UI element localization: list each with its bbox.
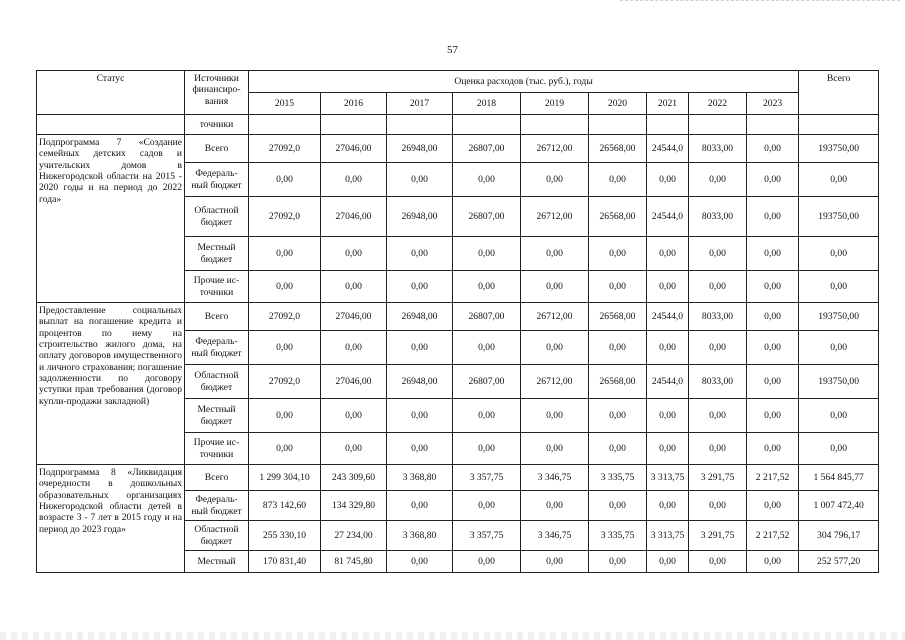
value-cell: 0,00 <box>589 237 647 271</box>
value-cell: 0,00 <box>453 163 521 197</box>
value-cell: 3 291,75 <box>689 465 747 491</box>
value-cell: 27046,00 <box>321 135 387 163</box>
value-cell: 0,00 <box>453 271 521 303</box>
total-cell: 1 007 472,40 <box>799 491 879 521</box>
page-number: 57 <box>447 44 458 56</box>
value-cell: 8033,00 <box>689 197 747 237</box>
value-cell: 0,00 <box>589 433 647 465</box>
year-header: 2019 <box>521 93 589 115</box>
year-header: 2018 <box>453 93 521 115</box>
value-cell: 1 299 304,10 <box>249 465 321 491</box>
value-cell: 0,00 <box>747 271 799 303</box>
year-header: 2017 <box>387 93 453 115</box>
total-cell: 193750,00 <box>799 197 879 237</box>
value-cell: 0,00 <box>589 491 647 521</box>
value-cell: 0,00 <box>521 551 589 573</box>
value-cell: 0,00 <box>689 491 747 521</box>
header-estimate: Оценка расходов (тыс. руб.), годы <box>249 71 799 93</box>
value-cell: 0,00 <box>387 271 453 303</box>
source-cell: Всего <box>185 303 249 331</box>
budget-table <box>36 70 879 573</box>
value-cell: 3 313,75 <box>647 521 689 551</box>
value-cell: 0,00 <box>589 163 647 197</box>
value-cell: 27092,0 <box>249 197 321 237</box>
value-cell: 0,00 <box>321 331 387 365</box>
value-cell: 0,00 <box>747 491 799 521</box>
value-cell: 0,00 <box>387 163 453 197</box>
source-cell: Прочие ис-точники <box>185 433 249 465</box>
value-cell: 0,00 <box>747 237 799 271</box>
value-cell: 8033,00 <box>689 365 747 399</box>
value-cell: 2 217,52 <box>747 521 799 551</box>
value-cell: 0,00 <box>747 365 799 399</box>
value-cell: 0,00 <box>521 491 589 521</box>
value-cell: 8033,00 <box>689 303 747 331</box>
value-cell: 26948,00 <box>387 365 453 399</box>
value-cell: 2 217,52 <box>747 465 799 491</box>
source-cell: Областной бюджет <box>185 197 249 237</box>
value-cell: 0,00 <box>689 163 747 197</box>
value-cell: 0,00 <box>387 237 453 271</box>
value-cell: 0,00 <box>521 331 589 365</box>
value-cell: 27 234,00 <box>321 521 387 551</box>
value-cell: 0,00 <box>249 237 321 271</box>
value-cell: 24544,0 <box>647 303 689 331</box>
value-cell: 27046,00 <box>321 303 387 331</box>
source-cell: Местный <box>185 551 249 573</box>
total-cell: 0,00 <box>799 331 879 365</box>
value-cell: 0,00 <box>453 551 521 573</box>
total-cell: 0,00 <box>799 433 879 465</box>
value-cell: 0,00 <box>689 271 747 303</box>
value-cell: 3 368,80 <box>387 465 453 491</box>
value-cell: 27046,00 <box>321 365 387 399</box>
value-cell: 3 346,75 <box>521 465 589 491</box>
value-cell: 243 309,60 <box>321 465 387 491</box>
value-cell: 0,00 <box>647 551 689 573</box>
value-cell: 0,00 <box>521 271 589 303</box>
header-continuation-row <box>37 115 879 135</box>
value-cell: 0,00 <box>321 399 387 433</box>
value-cell: 0,00 <box>321 433 387 465</box>
value-cell: 0,00 <box>747 303 799 331</box>
value-cell: 24544,0 <box>647 135 689 163</box>
value-cell: 0,00 <box>321 163 387 197</box>
value-cell: 0,00 <box>589 271 647 303</box>
value-cell: 0,00 <box>747 331 799 365</box>
value-cell: 26568,00 <box>589 303 647 331</box>
year-header: 2022 <box>689 93 747 115</box>
value-cell: 0,00 <box>387 551 453 573</box>
source-cell: Прочие ис-точники <box>185 271 249 303</box>
value-cell: 26948,00 <box>387 303 453 331</box>
value-cell: 0,00 <box>589 331 647 365</box>
total-cell: 0,00 <box>799 237 879 271</box>
value-cell: 134 329,80 <box>321 491 387 521</box>
total-cell: 0,00 <box>799 271 879 303</box>
total-cell: 1 564 845,77 <box>799 465 879 491</box>
value-cell: 0,00 <box>521 399 589 433</box>
value-cell: 0,00 <box>521 163 589 197</box>
value-cell: 0,00 <box>747 433 799 465</box>
value-cell: 26568,00 <box>589 135 647 163</box>
value-cell: 26712,00 <box>521 303 589 331</box>
source-cell: Областной бюджет <box>185 365 249 399</box>
year-header: 2015 <box>249 93 321 115</box>
status-cell: Подпрограмма 7 «Создание семейных детских садов и учительских домов в Нижегородской области на 2015 - 2020 годы и на период до 2022 года» <box>37 135 185 303</box>
table-row <box>37 465 879 491</box>
table-row <box>37 303 879 331</box>
value-cell: 0,00 <box>647 399 689 433</box>
source-cell: Местный бюджет <box>185 237 249 271</box>
total-cell: 304 796,17 <box>799 521 879 551</box>
value-cell: 26712,00 <box>521 365 589 399</box>
value-cell: 27046,00 <box>321 197 387 237</box>
scan-edge-bottom <box>0 632 905 640</box>
value-cell: 26807,00 <box>453 135 521 163</box>
value-cell: 0,00 <box>387 399 453 433</box>
value-cell: 0,00 <box>321 271 387 303</box>
total-cell: 193750,00 <box>799 303 879 331</box>
value-cell: 873 142,60 <box>249 491 321 521</box>
value-cell: 24544,0 <box>647 197 689 237</box>
value-cell: 0,00 <box>249 433 321 465</box>
value-cell: 26568,00 <box>589 365 647 399</box>
value-cell: 3 291,75 <box>689 521 747 551</box>
source-cell: Федераль-ный бюджет <box>185 491 249 521</box>
source-cell: Областной бюджет <box>185 521 249 551</box>
value-cell: 26807,00 <box>453 365 521 399</box>
value-cell: 0,00 <box>747 135 799 163</box>
source-cell: Местный бюджет <box>185 399 249 433</box>
value-cell: 0,00 <box>387 433 453 465</box>
value-cell: 26712,00 <box>521 135 589 163</box>
value-cell: 0,00 <box>453 399 521 433</box>
total-cell: 193750,00 <box>799 365 879 399</box>
value-cell: 0,00 <box>747 163 799 197</box>
value-cell: 0,00 <box>689 331 747 365</box>
value-cell: 3 313,75 <box>647 465 689 491</box>
value-cell: 0,00 <box>249 163 321 197</box>
value-cell: 24544,0 <box>647 365 689 399</box>
value-cell: 26807,00 <box>453 303 521 331</box>
value-cell: 0,00 <box>321 237 387 271</box>
value-cell: 3 335,75 <box>589 521 647 551</box>
value-cell: 0,00 <box>747 551 799 573</box>
header-status: Статус <box>37 71 185 115</box>
table-body <box>37 135 879 573</box>
value-cell: 0,00 <box>453 491 521 521</box>
header-continuation-empty <box>37 115 185 135</box>
value-cell: 0,00 <box>249 331 321 365</box>
source-cell: Всего <box>185 135 249 163</box>
source-cell: Федераль-ный бюджет <box>185 163 249 197</box>
total-cell: 252 577,20 <box>799 551 879 573</box>
value-cell: 0,00 <box>689 237 747 271</box>
value-cell: 0,00 <box>647 331 689 365</box>
header-sources-cont: точники <box>185 115 249 135</box>
year-header: 2020 <box>589 93 647 115</box>
status-cell: Подпрограмма 8 «Ликвидация очередности в дошкольных образовательных организациях Нижегородской области детей в возрасте 3 - 7 лет в 2015 году и на период до 2023 года» <box>37 465 185 573</box>
value-cell: 0,00 <box>647 271 689 303</box>
value-cell: 3 346,75 <box>521 521 589 551</box>
value-cell: 0,00 <box>747 399 799 433</box>
value-cell: 0,00 <box>647 237 689 271</box>
source-cell: Федераль-ный бюджет <box>185 331 249 365</box>
value-cell: 0,00 <box>689 399 747 433</box>
value-cell: 8033,00 <box>689 135 747 163</box>
value-cell: 0,00 <box>387 331 453 365</box>
header-total: Всего <box>799 71 879 115</box>
value-cell: 27092,0 <box>249 365 321 399</box>
value-cell: 26568,00 <box>589 197 647 237</box>
year-header: 2023 <box>747 93 799 115</box>
value-cell: 0,00 <box>249 271 321 303</box>
value-cell: 26712,00 <box>521 197 589 237</box>
source-cell: Всего <box>185 465 249 491</box>
status-cell: Предоставление социальных выплат на погашение кредита и процентов по нему на строительство жилого дома, на оплату договоров имущественного и личного страхования; погашение задолженности по договору уступки прав требования (договор купли-продажи закладной) <box>37 303 185 465</box>
value-cell: 0,00 <box>387 491 453 521</box>
table-header <box>37 71 879 135</box>
value-cell: 0,00 <box>453 331 521 365</box>
value-cell: 26807,00 <box>453 197 521 237</box>
value-cell: 255 330,10 <box>249 521 321 551</box>
value-cell: 0,00 <box>249 399 321 433</box>
value-cell: 27092,0 <box>249 135 321 163</box>
value-cell: 3 357,75 <box>453 521 521 551</box>
value-cell: 0,00 <box>589 399 647 433</box>
value-cell: 0,00 <box>647 433 689 465</box>
value-cell: 0,00 <box>589 551 647 573</box>
value-cell: 3 357,75 <box>453 465 521 491</box>
value-cell: 0,00 <box>453 237 521 271</box>
year-header: 2016 <box>321 93 387 115</box>
table-row <box>37 135 879 163</box>
value-cell: 3 368,80 <box>387 521 453 551</box>
total-cell: 0,00 <box>799 163 879 197</box>
total-cell: 0,00 <box>799 399 879 433</box>
value-cell: 0,00 <box>647 491 689 521</box>
total-cell: 193750,00 <box>799 135 879 163</box>
year-header: 2021 <box>647 93 689 115</box>
value-cell: 0,00 <box>747 197 799 237</box>
scan-edge-top <box>620 0 900 3</box>
value-cell: 27092,0 <box>249 303 321 331</box>
value-cell: 0,00 <box>521 433 589 465</box>
header-sources: Источники финансиро-вания <box>185 71 249 115</box>
value-cell: 170 831,40 <box>249 551 321 573</box>
value-cell: 0,00 <box>689 551 747 573</box>
value-cell: 26948,00 <box>387 197 453 237</box>
value-cell: 3 335,75 <box>589 465 647 491</box>
value-cell: 0,00 <box>689 433 747 465</box>
value-cell: 26948,00 <box>387 135 453 163</box>
value-cell: 81 745,80 <box>321 551 387 573</box>
value-cell: 0,00 <box>647 163 689 197</box>
value-cell: 0,00 <box>521 237 589 271</box>
value-cell: 0,00 <box>453 433 521 465</box>
